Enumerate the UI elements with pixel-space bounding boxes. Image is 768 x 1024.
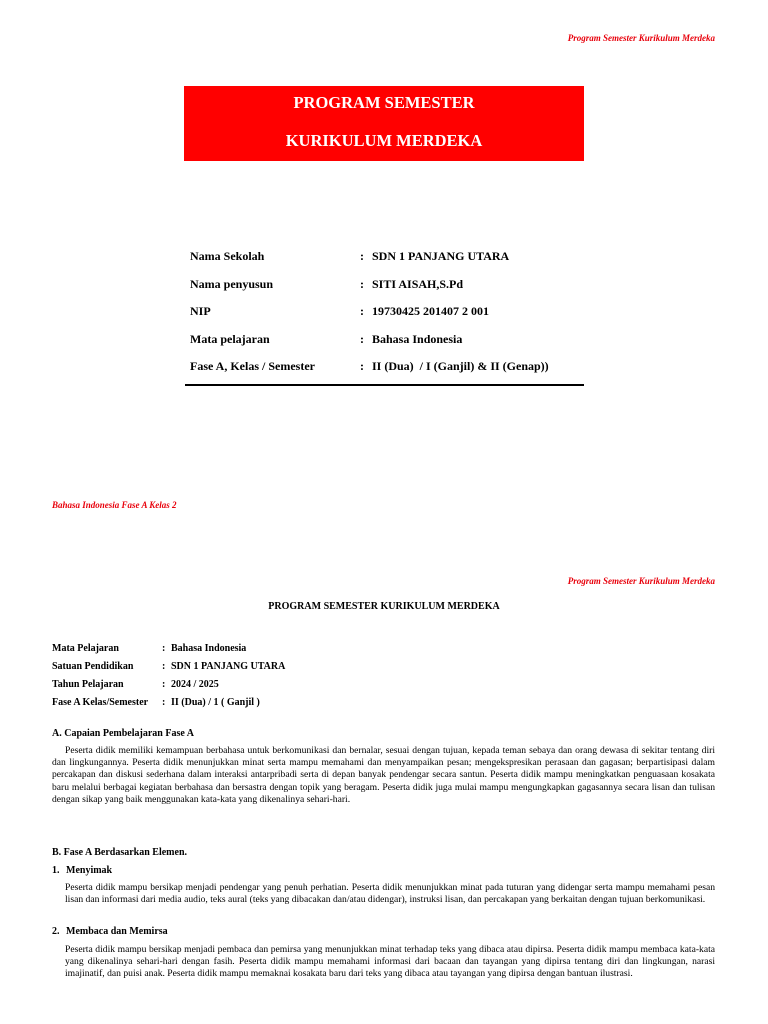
identity-label: Nama penyusun bbox=[190, 276, 274, 291]
element-paragraph-membaca: Peserta didik mampu bersikap menjadi pembaca dan pemirsa yang menunjukkan minat terhadap teks yang dibaca atau dipirsa. Peserta didik mampu membaca kata-kata yang dikenalinya sehari-hari dengan fasih. Peserta didik mampu memahami informasi dari bacaan dan tayangan yang dipirsa tentang diri dan lingkungan, narasi imajinatif, dan puisi anak. Peserta didik mampu memaknai kosakata baru dari teks yang dibaca atau tayangan yang dipirsa dengan bantuan ilustrasi. bbox=[65, 944, 715, 980]
element-number: 2. bbox=[52, 926, 60, 937]
title-line-2: KURIKULUM MERDEKA bbox=[285, 131, 483, 150]
identity-value: SDN 1 PANJANG UTARA bbox=[372, 249, 510, 264]
meta-row bbox=[52, 675, 285, 693]
page-header: Program Semester Kurikulum Merdeka bbox=[567, 576, 715, 586]
meta-value: II (Dua) / 1 ( Ganjil ) bbox=[171, 696, 260, 708]
identity-value: II (Dua) / I (Ganjil) & II (Genap)) bbox=[372, 359, 549, 374]
identity-separator: : bbox=[360, 276, 364, 291]
meta-separator: : bbox=[162, 678, 166, 690]
meta-separator: : bbox=[162, 642, 166, 654]
element-heading-menyimak bbox=[52, 865, 112, 876]
identity-separator: : bbox=[360, 249, 364, 264]
identity-row bbox=[190, 326, 584, 354]
identity-label: Mata pelajaran bbox=[190, 331, 270, 346]
meta-label: Tahun Pelajaran bbox=[52, 678, 124, 690]
element-title: Menyimak bbox=[66, 865, 113, 876]
title-line-1: PROGRAM SEMESTER bbox=[293, 93, 475, 112]
meta-value: SDN 1 PANJANG UTARA bbox=[171, 660, 286, 672]
element-title: Membaca dan Memirsa bbox=[66, 926, 168, 937]
meta-label: Satuan Pendidikan bbox=[52, 660, 134, 672]
meta-row bbox=[52, 639, 285, 657]
section-b-heading: B. Fase A Berdasarkan Elemen. bbox=[52, 847, 188, 858]
identity-label: Fase A, Kelas / Semester bbox=[190, 359, 315, 374]
title-banner bbox=[184, 86, 584, 161]
meta-row bbox=[52, 693, 285, 711]
identity-row bbox=[190, 353, 584, 381]
meta-separator: : bbox=[162, 696, 166, 708]
identity-row bbox=[190, 243, 584, 271]
meta-row bbox=[52, 657, 285, 675]
element-number: 1. bbox=[52, 865, 60, 876]
identity-row bbox=[190, 298, 584, 326]
meta-label: Mata Pelajaran bbox=[52, 642, 119, 654]
identity-value: 19730425 201407 2 001 bbox=[372, 304, 489, 319]
element-heading-membaca bbox=[52, 926, 168, 937]
meta-value: Bahasa Indonesia bbox=[171, 642, 247, 654]
identity-value: SITI AISAH,S.Pd bbox=[372, 276, 464, 291]
page-header: Program Semester Kurikulum Merdeka bbox=[567, 33, 715, 43]
cover-divider bbox=[185, 384, 584, 386]
identity-row bbox=[190, 271, 584, 299]
meta-separator: : bbox=[162, 660, 166, 672]
identity-label: Nama Sekolah bbox=[190, 249, 265, 264]
identity-separator: : bbox=[360, 359, 364, 374]
identity-value: Bahasa Indonesia bbox=[372, 331, 463, 346]
section-a-paragraph: Peserta didik memiliki kemampuan berbahasa untuk berkomunikasi dan bernalar, sesuai dengan tujuan, kepada teman sebaya dan orang dewasa di sekitar tentang diri dan lingkungannya. Peserta didik menunjukkan minat serta mampu memahami dan menyampaikan pesan; mengekspresikan perasaan dan gagasan; berpartisipasi dalam percakapan dan diskusi sederhana dalam interaksi antarpribadi serta di depan banyak pendengar secara santun. Peserta didik mampu meningkatkan penguasaan kosakata baru melalui berbagai kegiatan berbahasa dan bersastra dengan topik yang beragam. Peserta didik juga mulai mampu mengungkapkan gagasannya secara lisan dan tulisan dengan sikap yang baik menggunakan kata-kata yang dikenalinya sehari-hari. bbox=[52, 745, 715, 805]
page-footer: Bahasa Indonesia Fase A Kelas 2 bbox=[52, 500, 177, 510]
meta-label: Fase A Kelas/Semester bbox=[52, 696, 149, 708]
section-a-heading: A. Capaian Pembelajaran Fase A bbox=[52, 728, 194, 739]
identity-label: NIP bbox=[190, 304, 211, 319]
document-title: PROGRAM SEMESTER KURIKULUM MERDEKA bbox=[268, 601, 500, 612]
element-paragraph-menyimak: Peserta didik mampu bersikap menjadi pendengar yang penuh perhatian. Peserta didik menunjukkan minat pada tuturan yang didengar serta mampu memahami pesan lisan dan informasi dari media audio, teks aural (teks yang dibacakan dan/atau didengar), instruksi lisan, dan percakapan yang berkaitan dengan tujuan berkomunikasi. bbox=[65, 882, 715, 906]
identity-separator: : bbox=[360, 304, 364, 319]
cover-identity-table bbox=[190, 243, 584, 381]
identity-separator: : bbox=[360, 331, 364, 346]
document-meta-table bbox=[52, 639, 285, 711]
meta-value: 2024 / 2025 bbox=[171, 678, 219, 690]
